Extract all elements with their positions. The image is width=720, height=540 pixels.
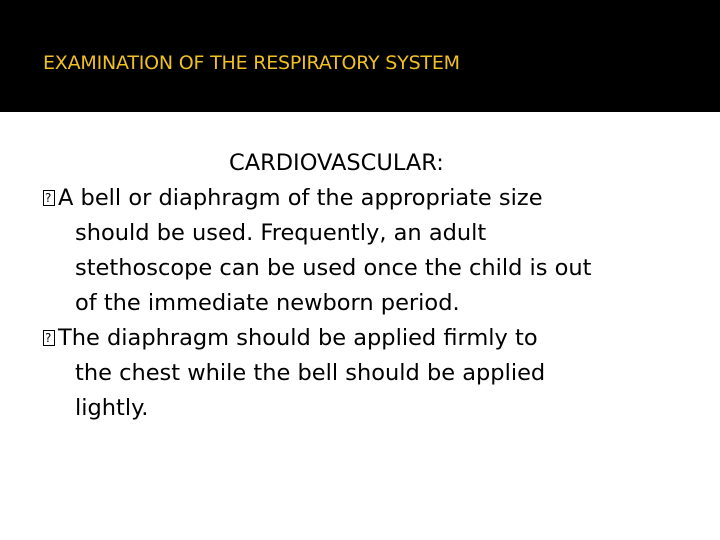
bullet-1-line-2: should be used. Frequently, an adult <box>75 220 487 246</box>
bullet-2-line-1 <box>43 321 538 356</box>
bullet-text: A bell or diaphragm of the appropriate size <box>58 185 543 211</box>
bullet-marker-icon <box>43 330 55 346</box>
section-subheading: CARDIOVASCULAR: <box>229 150 444 176</box>
slide-header-bar <box>0 0 720 112</box>
bullet-2-line-2: the chest while the bell should be applied <box>75 360 546 386</box>
slide-title: EXAMINATION OF THE RESPIRATORY SYSTEM <box>43 52 460 74</box>
bullet-marker-icon <box>43 190 55 206</box>
bullet-1-line-4: of the immediate newborn period. <box>75 290 460 316</box>
bullet-text: The diaphragm should be applied firmly to <box>58 325 538 351</box>
bullet-1-line-3: stethoscope can be used once the child is out <box>75 255 592 281</box>
bullet-1-line-1 <box>43 181 543 216</box>
bullet-2-line-3: lightly. <box>75 395 149 421</box>
